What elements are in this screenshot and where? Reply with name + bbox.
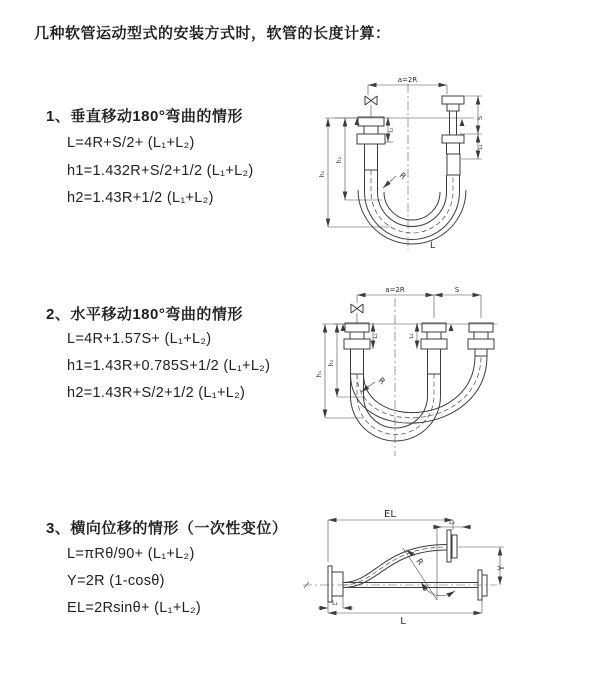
radius-callout <box>403 528 437 600</box>
dimension-l2 <box>409 323 417 349</box>
dim-label-h1: h₁ <box>319 170 326 178</box>
dim-label-s: S <box>454 286 460 294</box>
section-2-formula-h2: h2=1.43R+S/2+1/2 (L₁+L₂) <box>67 385 246 401</box>
page-title: 几种软管运动型式的安装方式时，软管的长度计算： <box>34 25 391 42</box>
hose-u-bend-position-b <box>351 356 488 423</box>
braided-hose-section <box>428 349 441 374</box>
valve-icon <box>365 96 377 117</box>
braided-hose-section <box>447 154 460 175</box>
section-3-formula-l: L=πRθ/90+ (L₁+L₂) <box>67 546 195 562</box>
upper-right-flange <box>447 530 457 562</box>
dim-label-h2: h₂ <box>328 359 335 367</box>
dim-label-s: S <box>476 115 484 121</box>
dim-label-el: EL <box>384 509 396 520</box>
dim-label-r: R <box>414 556 425 567</box>
dim-label-span: a=2R <box>385 286 405 294</box>
dim-label-r: R <box>397 170 408 182</box>
dimension-h1-h2 <box>316 324 365 418</box>
dim-label-l2: L₂ <box>478 144 484 150</box>
dim-label-span: a=2R <box>397 76 418 84</box>
dim-label-theta: θ <box>423 585 428 593</box>
dimension-span <box>368 76 447 95</box>
dim-label-l2: L₂ <box>409 333 415 339</box>
right-flange-connector <box>442 96 464 175</box>
section-3-heading: 3、横向位移的情形（一次性变位） <box>46 520 288 537</box>
section-2-formula-l: L=4R+1.57S+ (L₁+L₂) <box>67 331 212 347</box>
dimension-l1 <box>318 596 353 608</box>
dim-label-l: L <box>430 241 436 251</box>
radius-callout <box>383 171 408 188</box>
section-1-formula-l: L=4R+S/2+ (L₁+L₂) <box>67 135 195 151</box>
hose-s-curve-position <box>343 545 447 588</box>
braided-hose-section <box>365 144 378 170</box>
dim-label-h1: h₁ <box>316 370 323 378</box>
left-flange <box>328 566 343 602</box>
dimension-l1 <box>373 323 379 349</box>
dim-label-l1: L₁ <box>373 333 379 339</box>
up-arrow <box>460 119 465 126</box>
section-3-formula-el: EL=2Rsinθ+ (L₁+L₂) <box>67 600 202 616</box>
angle-theta <box>421 582 455 596</box>
valve-icon <box>351 304 363 323</box>
section-1-formula-h1: h1=1.432R+S/2+1/2 (L₁+L₂) <box>67 163 254 179</box>
section-2-heading: 2、水平移动180°弯曲的情形 <box>46 306 243 323</box>
dim-label-l2: L₂ <box>449 519 455 526</box>
diagram-lateral-displacement <box>295 498 600 663</box>
right-flange-connector <box>468 323 494 356</box>
diagram-horizontal-180-bend <box>305 278 595 468</box>
hose-u-bend <box>358 170 466 244</box>
dim-label-r: R <box>376 375 387 387</box>
section-2-formula-h1: h1=1.43R+0.785S+1/2 (L₁+L₂) <box>67 358 271 374</box>
up-arrow <box>355 118 360 125</box>
dimension-span-and-s <box>357 286 481 318</box>
diagram-vertical-180-bend <box>310 72 595 257</box>
section-1-formula-h2: h2=1.43R+1/2 (L₁+L₂) <box>67 190 214 206</box>
dim-label-l: L <box>400 616 406 627</box>
dim-label-l1: L₁ <box>388 127 395 133</box>
dimension-stroke-s <box>460 96 484 159</box>
dimension-el <box>328 509 453 562</box>
dimension-l <box>328 600 482 627</box>
left-flange-connector <box>344 323 370 374</box>
dim-label-l1: L₁ <box>332 600 338 607</box>
dimension-l1 <box>385 117 395 142</box>
section-1-heading: 1、垂直移动180°弯曲的情形 <box>46 108 243 125</box>
dim-label-h2: h₂ <box>336 156 343 164</box>
left-flange-connector <box>357 117 385 170</box>
section-3-formula-y: Y=2R (1-cosθ) <box>67 573 165 589</box>
middle-flange-connector <box>421 323 447 374</box>
braided-hose-section <box>351 349 364 374</box>
dim-label-y: Y <box>497 565 506 571</box>
up-arrow <box>449 324 454 331</box>
